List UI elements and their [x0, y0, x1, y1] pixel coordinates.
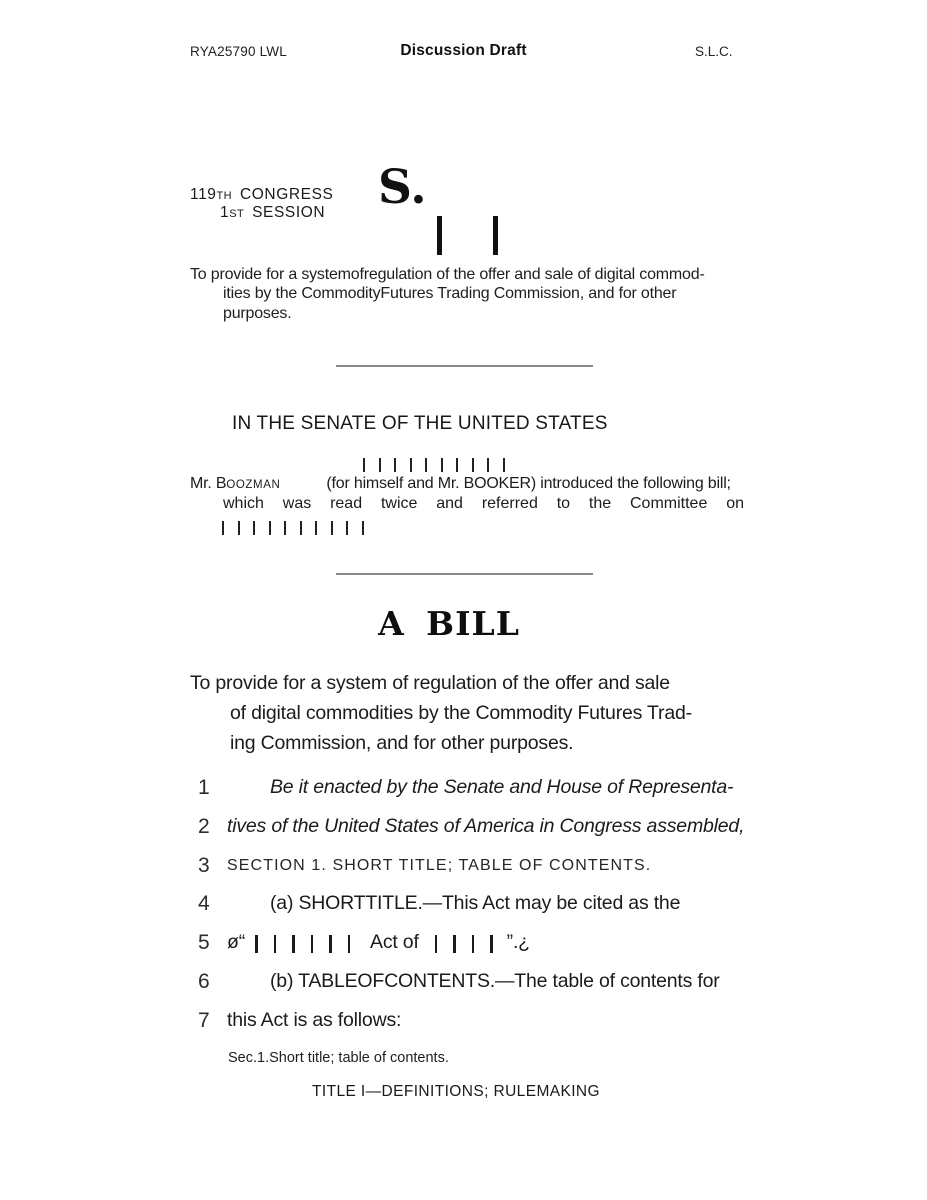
- office-code: S.L.C.: [695, 44, 733, 59]
- toc-title-heading: TITLE I—DEFINITIONS; RULEMAKING: [312, 1083, 600, 1100]
- year-blank: [427, 931, 501, 953]
- short-title-blank: [247, 931, 358, 953]
- body-line: [198, 1009, 401, 1033]
- line-number: 4: [198, 892, 210, 915]
- session-ordinal: ST: [229, 208, 245, 220]
- toc-entry-sec1: Sec.1.Short title; table of contents.: [228, 1050, 449, 1066]
- official-title-line: ing Commission, and for other purposes.: [230, 732, 574, 754]
- subsection-text: (b) TABLEOFCONTENTS.—The table of contents for: [270, 970, 720, 992]
- horizontal-rule: [336, 365, 593, 367]
- body-line: [198, 892, 680, 916]
- session-word: SESSION: [252, 204, 326, 221]
- sponsor-rest: (for himself and Mr. BOOKER) introduced the following bill;: [326, 475, 731, 492]
- session-number: 1: [220, 204, 230, 221]
- sponsor-line: [190, 475, 731, 493]
- session-line: [220, 204, 325, 222]
- official-title-line: of digital commodities by the Commodity Futures Trad-: [230, 702, 692, 724]
- subsection-text: this Act is as follows:: [227, 1009, 402, 1031]
- sponsor-name-smallcaps: OOZMAN: [226, 479, 281, 491]
- body-line: [198, 970, 720, 994]
- line-number: 7: [198, 1009, 210, 1032]
- bill-type: S.: [378, 160, 427, 215]
- congress-line: [190, 186, 334, 204]
- congress-word: CONGRESS: [239, 186, 334, 203]
- line-number: 3: [198, 854, 210, 877]
- enacting-clause: Be it enacted by the Senate and House of Representa-: [270, 776, 734, 798]
- section-heading: SECTION 1. SHORT TITLE; TABLE OF CONTENTS.: [227, 857, 652, 874]
- official-title-caption-line: purposes.: [223, 304, 292, 322]
- subsection-text: (a) SHORTTITLE.—This Act may be cited as the: [270, 892, 681, 914]
- sponsor-prefix: Mr. B: [190, 475, 227, 492]
- short-title-blank-line: [227, 931, 530, 954]
- bracket-open: ø“: [227, 931, 246, 953]
- act-of-text: Act of: [370, 931, 419, 953]
- senate-heading: IN THE SENATE OF THE UNITED STATES: [232, 413, 608, 434]
- line-number: 1: [198, 776, 210, 799]
- body-line: [198, 815, 744, 839]
- official-title-line: To provide for a system of regulation of the offer and sale: [190, 672, 670, 694]
- committee-referral-line: which was read twice and referred to the Committee on: [223, 495, 744, 512]
- line-number: 2: [198, 815, 210, 838]
- body-line: [198, 854, 651, 878]
- line-number: 6: [198, 970, 210, 993]
- committee-name-blank: [222, 521, 364, 540]
- official-title-caption-line: To provide for a systemofregulation of the offer and sale of digital commod-: [190, 266, 705, 283]
- horizontal-rule: [336, 573, 593, 575]
- bracket-close: ”.¿: [506, 931, 530, 953]
- enacting-clause: tives of the United States of America in Congress assembled,: [227, 815, 745, 837]
- official-title: [190, 668, 692, 758]
- bill-heading: A BILL: [378, 604, 520, 643]
- line-number: 5: [198, 931, 210, 954]
- body-line: [198, 931, 530, 955]
- congress-ordinal: TH: [216, 190, 232, 202]
- congress-number: 119: [190, 186, 217, 203]
- document-code: RYA25790 LWL: [190, 44, 287, 59]
- discussion-draft-label: Discussion Draft: [400, 42, 527, 59]
- official-title-caption-line: ities by the CommodityFutures Trading Commission, and for other: [223, 285, 677, 303]
- official-title-caption: [190, 265, 705, 323]
- body-line: [198, 776, 733, 800]
- bill-number-blank: [437, 216, 498, 260]
